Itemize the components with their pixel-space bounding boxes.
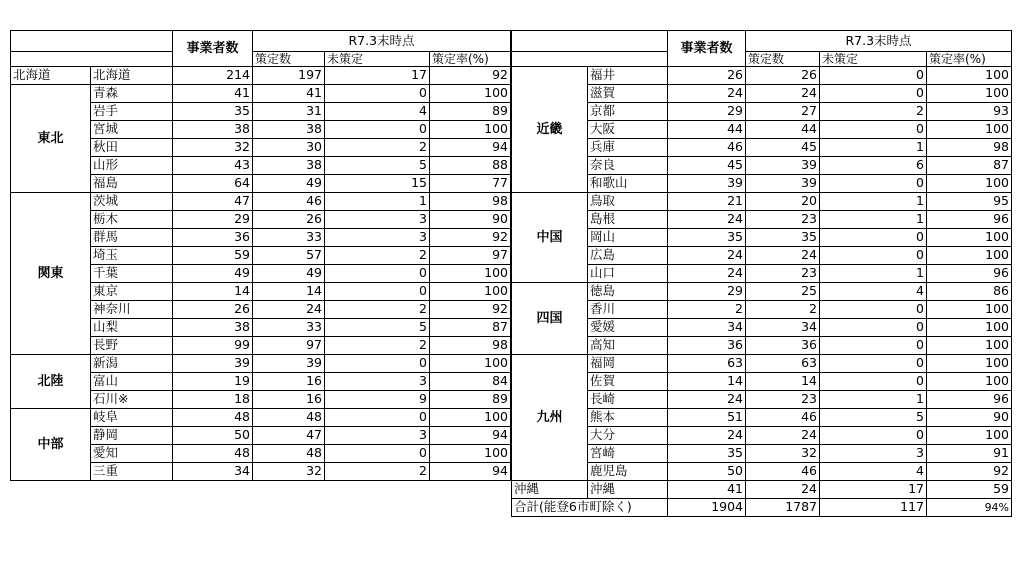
formulated-cell: 38 — [253, 157, 325, 175]
unformulated-cell: 17 — [820, 481, 927, 499]
formulated-cell: 33 — [253, 229, 325, 247]
rate-cell: 59 — [927, 481, 1012, 499]
formulated-cell: 14 — [746, 373, 820, 391]
total-formulated: 1787 — [746, 499, 820, 517]
unformulated-cell: 0 — [820, 301, 927, 319]
prefecture-cell: 愛媛 — [588, 319, 668, 337]
rate-cell: 92 — [430, 301, 511, 319]
table-row — [11, 193, 511, 211]
rate-cell: 93 — [927, 103, 1012, 121]
prefecture-cell: 福井 — [588, 67, 668, 85]
unformulated-cell: 0 — [325, 121, 430, 139]
region-label: 関東 — [11, 193, 91, 355]
formulated-cell: 23 — [746, 391, 820, 409]
operators-cell: 32 — [173, 139, 253, 157]
table-row — [11, 67, 511, 85]
prefecture-cell: 青森 — [91, 85, 173, 103]
unformulated-cell: 0 — [820, 427, 927, 445]
table-row — [512, 283, 1012, 301]
rate-cell: 98 — [430, 193, 511, 211]
operators-cell: 63 — [668, 355, 746, 373]
unformulated-cell: 5 — [820, 409, 927, 427]
rate-cell: 100 — [927, 337, 1012, 355]
formulated-cell: 48 — [253, 409, 325, 427]
operators-cell: 46 — [668, 139, 746, 157]
operators-cell: 38 — [173, 319, 253, 337]
formulated-cell: 49 — [253, 175, 325, 193]
rate-cell: 87 — [430, 319, 511, 337]
prefecture-cell: 高知 — [588, 337, 668, 355]
rate-cell: 96 — [927, 391, 1012, 409]
rate-cell: 97 — [430, 247, 511, 265]
unformulated-cell: 0 — [325, 355, 430, 373]
prefecture-cell: 和歌山 — [588, 175, 668, 193]
rate-cell: 100 — [430, 409, 511, 427]
total-row — [512, 499, 1012, 517]
prefecture-cell: 茨城 — [91, 193, 173, 211]
prefecture-cell: 福岡 — [588, 355, 668, 373]
prefecture-cell: 千葉 — [91, 265, 173, 283]
unformulated-cell: 3 — [325, 211, 430, 229]
unformulated-cell: 0 — [820, 319, 927, 337]
total-label: 合計(能登6市町除く) — [512, 499, 668, 517]
prefecture-cell: 鳥取 — [588, 193, 668, 211]
operators-cell: 48 — [173, 445, 253, 463]
table-row — [512, 193, 1012, 211]
total-unformulated: 117 — [820, 499, 927, 517]
operators-cell: 36 — [668, 337, 746, 355]
region-label: 四国 — [512, 283, 588, 355]
formulated-cell: 36 — [746, 337, 820, 355]
operators-cell: 24 — [668, 265, 746, 283]
unformulated-cell: 0 — [325, 445, 430, 463]
prefecture-cell: 栃木 — [91, 211, 173, 229]
header-rate-right: 策定率(%) — [927, 52, 1012, 67]
table-row — [11, 409, 511, 427]
operators-cell: 14 — [173, 283, 253, 301]
rate-cell: 100 — [927, 121, 1012, 139]
unformulated-cell: 0 — [820, 373, 927, 391]
rate-cell: 100 — [927, 355, 1012, 373]
operators-cell: 34 — [173, 463, 253, 481]
rate-cell: 88 — [430, 157, 511, 175]
rate-cell: 84 — [430, 373, 511, 391]
unformulated-cell: 2 — [325, 337, 430, 355]
formulated-cell: 27 — [746, 103, 820, 121]
total-rate: 94% — [927, 499, 1012, 517]
unformulated-cell: 17 — [325, 67, 430, 85]
unformulated-cell: 0 — [325, 409, 430, 427]
prefecture-cell: 大分 — [588, 427, 668, 445]
unformulated-cell: 1 — [820, 391, 927, 409]
rate-cell: 90 — [430, 211, 511, 229]
prefecture-cell: 石川※ — [91, 391, 173, 409]
prefecture-cell: 滋賀 — [588, 85, 668, 103]
rate-cell: 100 — [430, 355, 511, 373]
unformulated-cell: 5 — [325, 157, 430, 175]
formulated-cell: 63 — [746, 355, 820, 373]
rate-cell: 92 — [430, 67, 511, 85]
formulated-cell: 44 — [746, 121, 820, 139]
region-label: 九州 — [512, 355, 588, 481]
prefecture-cell: 三重 — [91, 463, 173, 481]
formulated-cell: 45 — [746, 139, 820, 157]
unformulated-cell: 3 — [325, 373, 430, 391]
unformulated-cell: 3 — [820, 445, 927, 463]
prefecture-cell: 山口 — [588, 265, 668, 283]
formulated-cell: 35 — [746, 229, 820, 247]
rate-cell: 100 — [430, 265, 511, 283]
formulated-cell: 33 — [253, 319, 325, 337]
formulated-cell: 16 — [253, 391, 325, 409]
rate-cell: 100 — [927, 427, 1012, 445]
header-operators: 事業者数 — [173, 31, 253, 67]
rate-cell: 100 — [927, 373, 1012, 391]
prefecture-cell: 東京 — [91, 283, 173, 301]
operators-cell: 39 — [173, 355, 253, 373]
unformulated-cell: 4 — [325, 103, 430, 121]
prefecture-cell: 愛知 — [91, 445, 173, 463]
operators-cell: 29 — [173, 211, 253, 229]
unformulated-cell: 2 — [325, 463, 430, 481]
unformulated-cell: 0 — [325, 283, 430, 301]
rate-cell: 100 — [430, 445, 511, 463]
unformulated-cell: 6 — [820, 157, 927, 175]
prefecture-cell: 岡山 — [588, 229, 668, 247]
operators-cell: 41 — [668, 481, 746, 499]
region-label: 北海道 — [11, 67, 91, 85]
rate-cell: 96 — [927, 211, 1012, 229]
formulated-cell: 32 — [253, 463, 325, 481]
rate-cell: 92 — [927, 463, 1012, 481]
header-operators-right: 事業者数 — [668, 31, 746, 67]
formulated-cell: 23 — [746, 265, 820, 283]
region-label: 中国 — [512, 193, 588, 283]
operators-cell: 34 — [668, 319, 746, 337]
operators-cell: 29 — [668, 283, 746, 301]
operators-cell: 14 — [668, 373, 746, 391]
operators-cell: 214 — [173, 67, 253, 85]
rate-cell: 94 — [430, 463, 511, 481]
rate-cell: 100 — [927, 67, 1012, 85]
operators-cell: 44 — [668, 121, 746, 139]
unformulated-cell: 2 — [325, 139, 430, 157]
operators-cell: 35 — [668, 445, 746, 463]
prefecture-cell: 新潟 — [91, 355, 173, 373]
operators-cell: 64 — [173, 175, 253, 193]
formulated-cell: 197 — [253, 67, 325, 85]
unformulated-cell: 0 — [820, 121, 927, 139]
operators-cell: 26 — [173, 301, 253, 319]
operators-cell: 24 — [668, 85, 746, 103]
operators-cell: 35 — [668, 229, 746, 247]
formulated-cell: 2 — [746, 301, 820, 319]
operators-cell: 29 — [668, 103, 746, 121]
unformulated-cell: 0 — [325, 85, 430, 103]
region-label: 北陸 — [11, 355, 91, 409]
prefecture-cell: 熊本 — [588, 409, 668, 427]
rate-cell: 94 — [430, 139, 511, 157]
formulated-cell: 23 — [746, 211, 820, 229]
operators-cell: 51 — [668, 409, 746, 427]
unformulated-cell: 0 — [820, 85, 927, 103]
operators-cell: 26 — [668, 67, 746, 85]
formulated-cell: 97 — [253, 337, 325, 355]
formulated-cell: 30 — [253, 139, 325, 157]
header-formulated-right: 策定数 — [746, 52, 820, 67]
operators-cell: 24 — [668, 247, 746, 265]
formulated-cell: 39 — [746, 175, 820, 193]
operators-cell: 39 — [668, 175, 746, 193]
total-operators: 1904 — [668, 499, 746, 517]
prefecture-cell: 静岡 — [91, 427, 173, 445]
operators-cell: 41 — [173, 85, 253, 103]
unformulated-cell: 9 — [325, 391, 430, 409]
formulated-cell: 26 — [253, 211, 325, 229]
unformulated-cell: 2 — [325, 301, 430, 319]
unformulated-cell: 0 — [820, 175, 927, 193]
formulated-cell: 38 — [253, 121, 325, 139]
operators-cell: 35 — [173, 103, 253, 121]
rate-cell: 100 — [927, 301, 1012, 319]
formulated-cell: 47 — [253, 427, 325, 445]
prefecture-cell: 長野 — [91, 337, 173, 355]
table-row — [512, 355, 1012, 373]
formulated-cell: 24 — [746, 85, 820, 103]
formulated-cell: 20 — [746, 193, 820, 211]
prefecture-cell: 佐賀 — [588, 373, 668, 391]
prefecture-cell: 北海道 — [91, 67, 173, 85]
unformulated-cell: 5 — [325, 319, 430, 337]
rate-cell: 100 — [927, 175, 1012, 193]
rate-cell: 94 — [430, 427, 511, 445]
rate-cell: 100 — [927, 85, 1012, 103]
prefecture-cell: 宮城 — [91, 121, 173, 139]
formulated-cell: 39 — [746, 157, 820, 175]
table-row — [11, 85, 511, 103]
formulated-cell: 24 — [253, 301, 325, 319]
prefecture-cell: 神奈川 — [91, 301, 173, 319]
region-label: 東北 — [11, 85, 91, 193]
prefecture-cell: 鹿児島 — [588, 463, 668, 481]
header-period-right: R7.3末時点 — [746, 31, 1012, 52]
formulated-cell: 25 — [746, 283, 820, 301]
formulated-cell: 24 — [746, 427, 820, 445]
formulated-cell: 46 — [746, 409, 820, 427]
unformulated-cell: 0 — [820, 355, 927, 373]
formulated-cell: 41 — [253, 85, 325, 103]
formulated-cell: 14 — [253, 283, 325, 301]
prefecture-cell: 長崎 — [588, 391, 668, 409]
rate-cell: 86 — [927, 283, 1012, 301]
unformulated-cell: 3 — [325, 229, 430, 247]
rate-cell: 100 — [927, 229, 1012, 247]
prefecture-cell: 香川 — [588, 301, 668, 319]
rate-cell: 100 — [927, 247, 1012, 265]
operators-cell: 50 — [668, 463, 746, 481]
unformulated-cell: 2 — [820, 103, 927, 121]
prefecture-cell: 埼玉 — [91, 247, 173, 265]
prefecture-cell: 沖縄 — [588, 481, 668, 499]
header-unformulated: 未策定 — [325, 52, 430, 67]
header-period: R7.3末時点 — [253, 31, 511, 52]
operators-cell: 48 — [173, 409, 253, 427]
prefecture-cell: 山形 — [91, 157, 173, 175]
prefecture-cell: 京都 — [588, 103, 668, 121]
unformulated-cell: 0 — [325, 265, 430, 283]
table-row — [512, 67, 1012, 85]
formulated-cell: 31 — [253, 103, 325, 121]
unformulated-cell: 3 — [325, 427, 430, 445]
unformulated-cell: 1 — [820, 265, 927, 283]
region-label: 沖縄 — [512, 481, 588, 499]
operators-cell: 24 — [668, 211, 746, 229]
formulated-cell: 24 — [746, 481, 820, 499]
rate-cell: 100 — [430, 121, 511, 139]
region-label: 中部 — [11, 409, 91, 481]
prefecture-cell: 奈良 — [588, 157, 668, 175]
unformulated-cell: 1 — [820, 139, 927, 157]
operators-cell: 50 — [173, 427, 253, 445]
prefecture-cell: 島根 — [588, 211, 668, 229]
rate-cell: 100 — [430, 85, 511, 103]
operators-cell: 36 — [173, 229, 253, 247]
unformulated-cell: 1 — [820, 211, 927, 229]
prefecture-cell: 広島 — [588, 247, 668, 265]
region-label: 近畿 — [512, 67, 588, 193]
prefecture-cell: 岩手 — [91, 103, 173, 121]
unformulated-cell: 4 — [820, 283, 927, 301]
operators-cell: 43 — [173, 157, 253, 175]
unformulated-cell: 4 — [820, 463, 927, 481]
prefecture-cell: 徳島 — [588, 283, 668, 301]
right-table — [511, 30, 1012, 517]
unformulated-cell: 2 — [325, 247, 430, 265]
formulated-cell: 46 — [746, 463, 820, 481]
operators-cell: 47 — [173, 193, 253, 211]
header-formulated: 策定数 — [253, 52, 325, 67]
unformulated-cell: 15 — [325, 175, 430, 193]
rate-cell: 98 — [430, 337, 511, 355]
operators-cell: 18 — [173, 391, 253, 409]
rate-cell: 89 — [430, 391, 511, 409]
table-row — [512, 481, 1012, 499]
prefecture-cell: 宮崎 — [588, 445, 668, 463]
prefecture-cell: 群馬 — [91, 229, 173, 247]
unformulated-cell: 0 — [820, 247, 927, 265]
rate-cell: 91 — [927, 445, 1012, 463]
unformulated-cell: 0 — [820, 337, 927, 355]
operators-cell: 24 — [668, 391, 746, 409]
rate-cell: 96 — [927, 265, 1012, 283]
operators-cell: 19 — [173, 373, 253, 391]
prefecture-cell: 大阪 — [588, 121, 668, 139]
unformulated-cell: 1 — [325, 193, 430, 211]
operators-cell: 21 — [668, 193, 746, 211]
rate-cell: 89 — [430, 103, 511, 121]
unformulated-cell: 0 — [820, 67, 927, 85]
operators-cell: 59 — [173, 247, 253, 265]
rate-cell: 98 — [927, 139, 1012, 157]
prefecture-cell: 福島 — [91, 175, 173, 193]
unformulated-cell: 0 — [820, 229, 927, 247]
rate-cell: 92 — [430, 229, 511, 247]
operators-cell: 45 — [668, 157, 746, 175]
operators-cell: 49 — [173, 265, 253, 283]
left-table — [10, 30, 511, 481]
prefecture-cell: 秋田 — [91, 139, 173, 157]
rate-cell: 77 — [430, 175, 511, 193]
formulated-cell: 39 — [253, 355, 325, 373]
operators-cell: 99 — [173, 337, 253, 355]
formulated-cell: 26 — [746, 67, 820, 85]
formulated-cell: 16 — [253, 373, 325, 391]
formulated-cell: 57 — [253, 247, 325, 265]
operators-cell: 24 — [668, 427, 746, 445]
prefecture-cell: 岐阜 — [91, 409, 173, 427]
formulated-cell: 48 — [253, 445, 325, 463]
prefecture-cell: 兵庫 — [588, 139, 668, 157]
formulated-cell: 46 — [253, 193, 325, 211]
rate-cell: 100 — [430, 283, 511, 301]
formulated-cell: 34 — [746, 319, 820, 337]
rate-cell: 90 — [927, 409, 1012, 427]
prefecture-cell: 富山 — [91, 373, 173, 391]
table-row — [11, 355, 511, 373]
operators-cell: 38 — [173, 121, 253, 139]
rate-cell: 87 — [927, 157, 1012, 175]
prefecture-cell: 山梨 — [91, 319, 173, 337]
header-rate: 策定率(%) — [430, 52, 511, 67]
formulated-cell: 32 — [746, 445, 820, 463]
unformulated-cell: 1 — [820, 193, 927, 211]
rate-cell: 100 — [927, 319, 1012, 337]
formulated-cell: 49 — [253, 265, 325, 283]
rate-cell: 95 — [927, 193, 1012, 211]
formulated-cell: 24 — [746, 247, 820, 265]
operators-cell: 2 — [668, 301, 746, 319]
header-unformulated-right: 未策定 — [820, 52, 927, 67]
